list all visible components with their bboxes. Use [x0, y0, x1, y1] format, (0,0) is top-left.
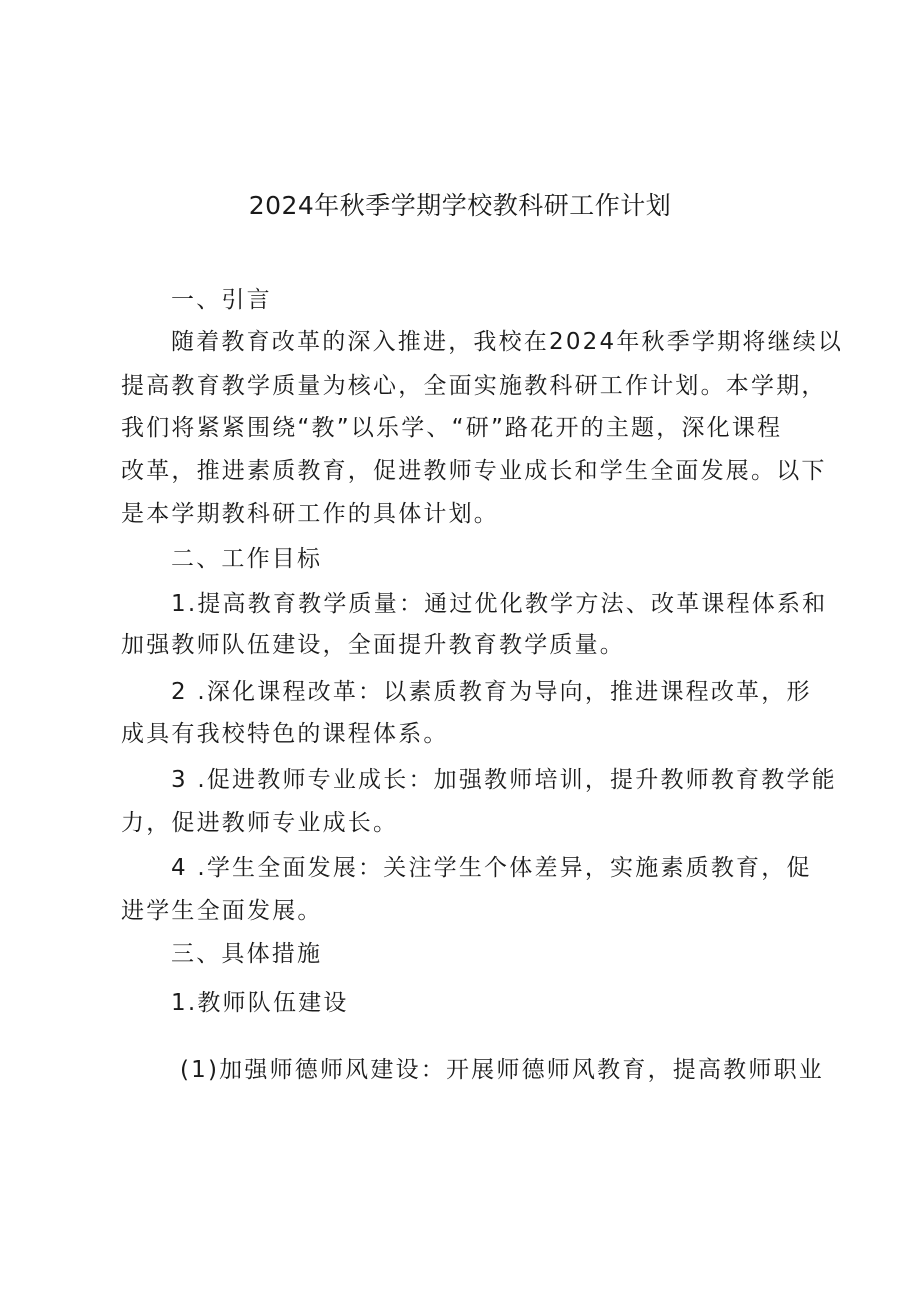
paragraph-line: 4 .学生全面发展：关注学生个体差异，实施素质教育，促	[171, 855, 812, 881]
section-heading-measures: 三、具体措施	[171, 941, 323, 967]
paragraph-line: 力，促进教师专业成长。	[121, 810, 399, 836]
paragraph-line: 进学生全面发展。	[121, 898, 323, 924]
paragraph-line: 我们将紧紧围绕“教”以乐学、“研”路花开的主题，深化课程	[121, 415, 783, 441]
paragraph-line: 加强教师队伍建设，全面提升教育教学质量。	[121, 632, 625, 658]
document-title: 2024年秋季学期学校教科研工作计划	[248, 191, 672, 220]
paragraph-line: 成具有我校特色的课程体系。	[121, 721, 449, 747]
paragraph-line: 随着教育改革的深入推进，我校在2024年秋季学期将继续以	[171, 329, 844, 355]
paragraph-line: 是本学期教科研工作的具体计划。	[121, 501, 499, 527]
section-heading-intro: 一、引言	[171, 287, 272, 313]
paragraph-line: 提高教育教学质量为核心，全面实施教科研工作计划。本学期，	[121, 373, 827, 399]
paragraph-line: 改革，推进素质教育，促进教师专业成长和学生全面发展。以下	[121, 458, 827, 484]
paragraph-line: 1.提高教育教学质量：通过优化教学方法、改革课程体系和	[171, 591, 828, 617]
paragraph-line: 2 .深化课程改革：以素质教育为导向，推进课程改革，形	[171, 679, 812, 705]
section-heading-goals: 二、工作目标	[171, 546, 323, 572]
subsection-heading: 1.教师队伍建设	[171, 990, 349, 1016]
paragraph-line: (1)加强师德师风建设：开展师德师风教育，提高教师职业	[180, 1057, 824, 1083]
paragraph-line: 3 .促进教师专业成长：加强教师培训，提升教师教育教学能	[171, 767, 837, 793]
